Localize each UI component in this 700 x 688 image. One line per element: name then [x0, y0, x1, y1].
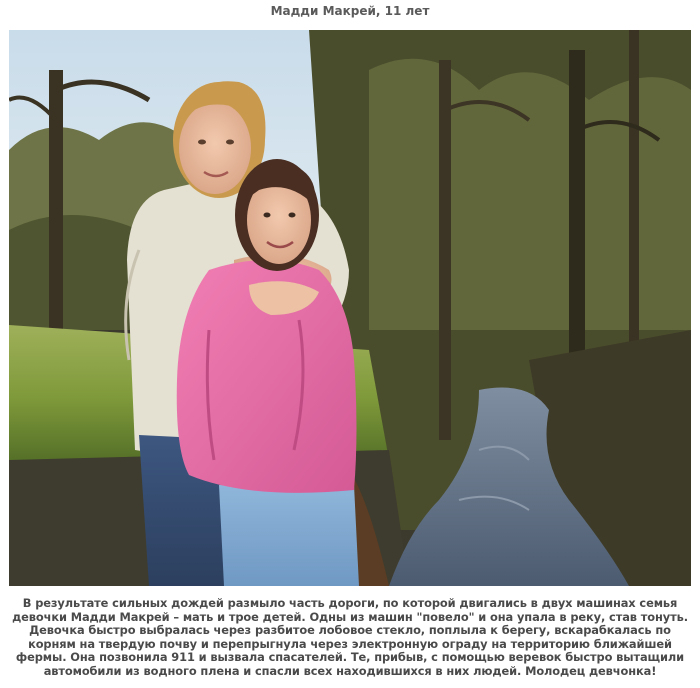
- caption-line: Девочка быстро выбралась через разбитое лобовое стекло, поплыла к берегу, вскарабкалась по: [29, 623, 671, 638]
- caption-line: В результате сильных дождей размыло часть дороги, по которой двигались в двух машинах семья: [22, 596, 678, 610]
- caption-line: фермы. Она позвонила 911 и вызвала спасателей. Те, прибыв, с помощью веревок быстро вытащили: [15, 650, 685, 665]
- caption-line: корням на твердую почву и перепрыгнула через электронную ограду на территорию ближайшей: [28, 636, 672, 651]
- photo-caption: [10, 597, 690, 679]
- caption-line: девочки Мадди Макрей – мать и трое детей. Одны из машин "повело" и она упала в реку, став тонуть.: [12, 609, 688, 624]
- photo: [9, 30, 691, 586]
- page-title: Мадди Макрей, 11 лет: [270, 4, 430, 18]
- photo-illustration: [9, 30, 691, 586]
- caption-line: автомобили из водного плена и спасли всех находившихся в них людей. Молодец девчонка!: [43, 663, 657, 678]
